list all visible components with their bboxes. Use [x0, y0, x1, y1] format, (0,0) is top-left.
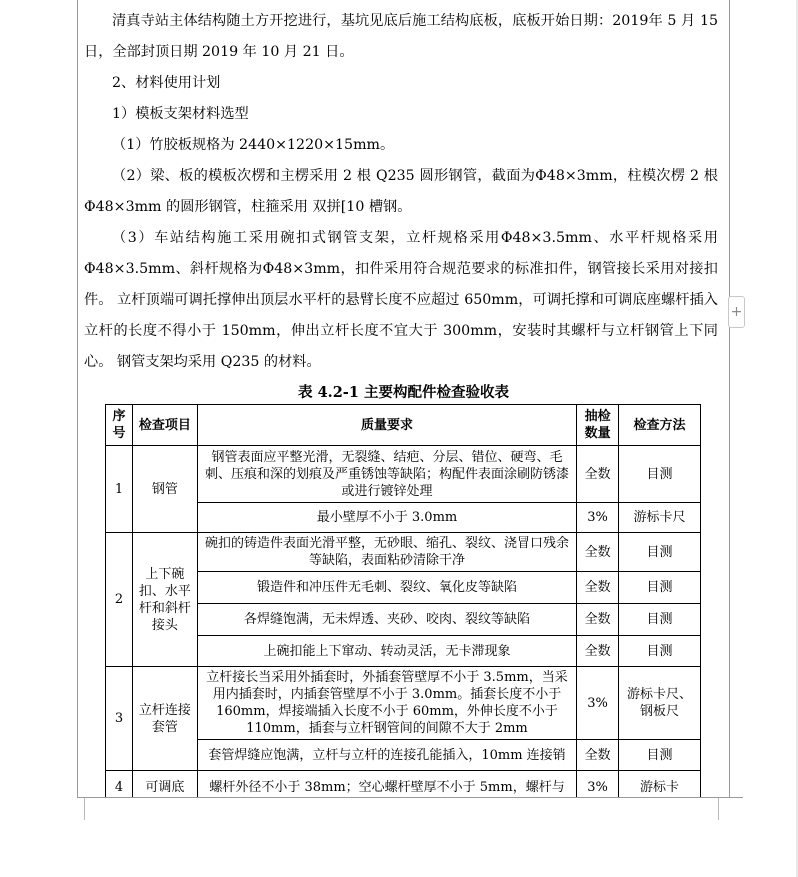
- row-quantity: 全数: [577, 446, 619, 503]
- row-requirement: 套管焊缝应饱满，立杆与立杆的连接孔能插入，10mm 连接销: [197, 740, 576, 771]
- header-requirement: 质量要求: [197, 405, 576, 446]
- page-bottom-edge: [77, 797, 743, 798]
- table-row: [106, 533, 701, 572]
- row-method: 目测: [619, 572, 701, 604]
- header-quantity: 抽检数量: [577, 405, 619, 446]
- subheading-formwork: 1）模板支架材料选型: [112, 106, 249, 122]
- header-method: 检查方法: [619, 405, 701, 446]
- row-quantity: 3%: [577, 503, 619, 533]
- row-no: 3: [106, 667, 133, 771]
- add-button[interactable]: +: [728, 296, 745, 328]
- row-requirement: 碗扣的铸造件表面光滑平整，无砂眼、缩孔、裂纹、浇冒口残余等缺陷，表面粘砂清除干净: [197, 533, 576, 572]
- header-item: 检查项目: [132, 405, 197, 446]
- row-method: 目测: [619, 604, 701, 636]
- row-method: 目测: [619, 533, 701, 572]
- paragraph: 清真寺站主体结构随土方开挖进行，基坑见底后施工结构底板，底板开始日期：2019年 5 月 15 日，全部封顶日期 2019 年 10 月 21 日。: [84, 13, 718, 60]
- row-requirement: 最小壁厚不小于 3.0mm: [197, 503, 576, 533]
- paragraph: （2）梁、板的模板次楞和主楞采用 2 根 Q235 圆形钢管，截面为Φ48×3mm，柱模次楞 2 根Φ48×3mm 的圆形钢管，柱箍采用 双拼[10 槽钢。: [84, 168, 718, 215]
- row-requirement: 锻造件和冲压件无毛刺、裂纹、氧化皮等缺陷: [197, 572, 576, 604]
- row-quantity: 全数: [577, 604, 619, 636]
- inspection-table: [105, 404, 701, 798]
- page-corner-mark-right: [718, 798, 719, 820]
- paragraph: （3）车站结构施工采用碗扣式钢管支架，立杆规格采用Φ48×3.5mm、水平杆规格采用Φ48×3.5mm、斜杆规格为Φ48×3mm，扣件采用符合规范要求的标准扣件，钢管接长采用对接扣件。 立杆顶端可调托撑伸出顶层水平杆的悬臂长度不应超过 650mm，可调托撑和可调底座螺杆插入立杆的长度不得小于 150mm，伸出立杆长度不宜大于 300mm，安装时其螺杆与立杆钢管上下同心。 钢管支架均采用 Q235 的材料。: [84, 230, 718, 370]
- row-method: 目测: [619, 636, 701, 667]
- table-header-row: [106, 405, 701, 446]
- document-page: [77, 0, 730, 798]
- row-item: 钢管: [132, 446, 197, 533]
- row-item: 上下碗扣、水平杆和斜杆接头: [132, 533, 197, 667]
- row-item: 可调底: [132, 771, 197, 799]
- row-method: 目测: [619, 446, 701, 503]
- row-requirement: 上碗扣能上下窜动、转动灵活，无卡滞现象: [197, 636, 576, 667]
- header-no: 序号: [106, 405, 133, 446]
- row-no: 2: [106, 533, 133, 667]
- table-row: [106, 771, 701, 799]
- table-title: 表 4.2-1 主要构配件检查验收表: [298, 384, 509, 401]
- row-quantity: 全数: [577, 533, 619, 572]
- row-requirement: 立杆接长当采用外插套时，外插套管壁厚不小于 3.5mm，当采用内插套时，内插套管壁厚不小于 3.0mm。插套长度不小于 160mm，焊接端插入长度不小于 60mm，外伸长度不小于 110mm，插套与立杆钢管间的间隙不大于 2mm: [197, 667, 576, 740]
- row-requirement: 各焊缝饱满，无未焊透、夹砂、咬肉、裂纹等缺陷: [197, 604, 576, 636]
- row-quantity: 3%: [577, 667, 619, 740]
- row-method: 游标卡尺: [619, 503, 701, 533]
- row-no: 4: [106, 771, 133, 799]
- row-requirement: 钢管表面应平整光滑，无裂缝、结疤、分层、错位、硬弯、毛刺、压痕和深的划痕及严重锈蚀等缺陷；构配件表面涂刷防锈漆或进行镀锌处理: [197, 446, 576, 503]
- row-requirement: 螺杆外径不小于 38mm；空心螺杆壁厚不小于 5mm，螺杆与: [197, 771, 576, 799]
- body-text: [84, 6, 718, 378]
- row-method: 游标卡尺、钢板尺: [619, 667, 701, 740]
- row-no: 1: [106, 446, 133, 533]
- table-row: [106, 446, 701, 503]
- page-corner-mark-left: [84, 798, 85, 820]
- row-quantity: 全数: [577, 740, 619, 771]
- row-quantity: 全数: [577, 572, 619, 604]
- row-item: 立杆连接套管: [132, 667, 197, 771]
- row-method: 游标卡: [619, 771, 701, 799]
- heading-material-plan: 2、材料使用计划: [112, 75, 221, 91]
- row-method: 目测: [619, 740, 701, 771]
- row-quantity: 3%: [577, 771, 619, 799]
- table-row: [106, 667, 701, 740]
- row-quantity: 全数: [577, 636, 619, 667]
- paragraph: （1）竹胶板规格为 2440×1220×15mm。: [112, 137, 395, 153]
